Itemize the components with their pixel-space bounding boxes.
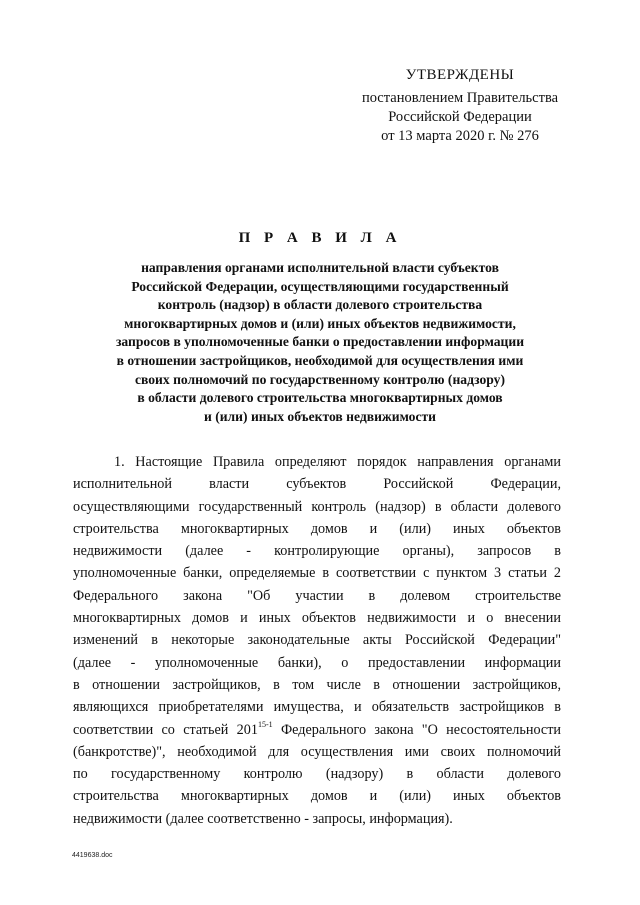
paragraph-line-with-superscript bbox=[73, 719, 561, 741]
paragraph-line: уполномоченные банки, определяемые в соответствии с пунктом 3 статьи 2 bbox=[73, 565, 561, 582]
subtitle-line: и (или) иных объектов недвижимости bbox=[203, 408, 437, 424]
paragraph-line: строительства многоквартирных домов и (или) иных объектов bbox=[73, 788, 561, 805]
approval-line-1: постановлением Правительства bbox=[361, 90, 559, 106]
subtitle-line: контроль (надзор) в области долевого строительства bbox=[157, 297, 483, 313]
paragraph-line: 1. Настоящие Правила определяют порядок направления органами bbox=[114, 454, 561, 470]
subtitle-line: в области долевого строительства многоквартирных домов bbox=[137, 390, 503, 406]
subtitle-line: многоквартирных домов и (или) иных объектов недвижимости, bbox=[124, 315, 516, 331]
paragraph-line: недвижимости (далее - контролирующие органы), запросов в bbox=[73, 543, 561, 560]
paragraph-text: соответствии со статьей 201 bbox=[73, 721, 258, 738]
paragraph-line: осуществляющими государственный контроль (надзор) в области долевого bbox=[73, 498, 561, 515]
subtitle-line: в отношении застройщиков, необходимой для осуществления ими bbox=[116, 352, 524, 368]
paragraph-line: недвижимости (далее соответственно - запросы, информация). bbox=[73, 810, 453, 827]
paragraph-line: строительства многоквартирных домов и (или) иных объектов bbox=[73, 520, 561, 537]
approval-heading: УТВЕРЖДЕНЫ bbox=[405, 67, 515, 83]
document-subtitle bbox=[100, 259, 540, 426]
paragraph-line: Федерального закона "Об участии в долевом строительстве bbox=[73, 587, 561, 604]
approval-stamp bbox=[350, 66, 570, 146]
paragraph-1 bbox=[73, 451, 561, 830]
subtitle-line: Российской Федерации, осуществляющими государственный bbox=[131, 278, 509, 294]
file-footer: 4419638.doc bbox=[72, 852, 113, 859]
paragraph-text: Федерального закона "О несостоятельности bbox=[272, 721, 561, 738]
approval-line-3: от 13 марта 2020 г. № 276 bbox=[381, 128, 539, 144]
subtitle-line: направления органами исполнительной власти субъектов bbox=[141, 260, 499, 275]
approval-line-2: Российской Федерации bbox=[388, 109, 532, 125]
paragraph-line: в отношении застройщиков, в том числе в отношении застройщиков, bbox=[73, 676, 561, 693]
paragraph-line: исполнительной власти субъектов Российской Федерации, bbox=[73, 476, 561, 493]
subtitle-line: своих полномочий по государственному контролю (надзору) bbox=[134, 371, 506, 387]
paragraph-line: являющихся приобретателями имущества, и обязательств застройщиков в bbox=[73, 699, 561, 716]
article-superscript: 15-1 bbox=[257, 719, 273, 729]
paragraph-line: изменений в некоторые законодательные акты Российской Федерации" bbox=[73, 632, 561, 649]
paragraph-line: (банкротстве)", необходимой для осуществления ими своих полномочий bbox=[73, 743, 561, 760]
paragraph-line: по государственному контролю (надзору) в области долевого bbox=[73, 766, 561, 783]
document-title: П Р А В И Л А bbox=[238, 230, 402, 246]
paragraph-line: (далее - уполномоченные банки), о предоставлении информации bbox=[73, 654, 561, 671]
paragraph-line: многоквартирных домов и иных объектов недвижимости и о внесении bbox=[73, 610, 561, 627]
subtitle-line: запросов в уполномоченные банки о предоставлении информации bbox=[115, 334, 525, 350]
